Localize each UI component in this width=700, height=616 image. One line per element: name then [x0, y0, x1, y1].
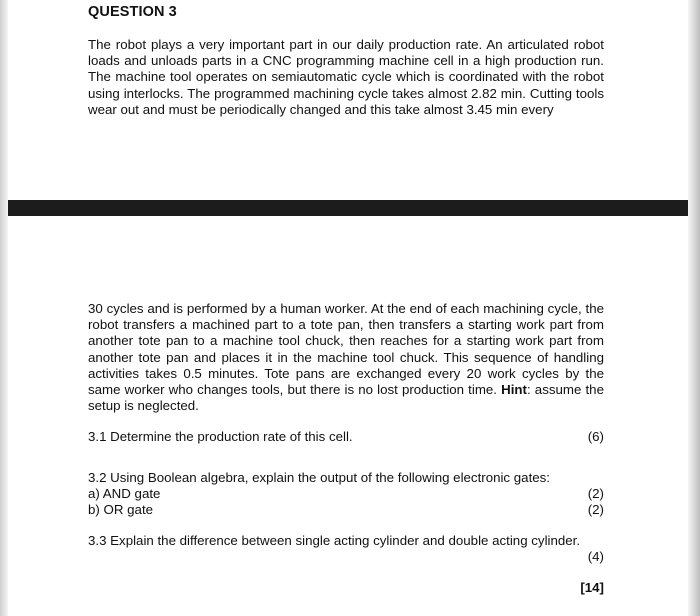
- page-divider: [0, 200, 700, 216]
- subquestion-3-1: 3.1 Determine the production rate of this cell.: [88, 429, 353, 444]
- subquestion-3-1-marks: (6): [587, 429, 604, 444]
- hint-text: : assume the setup is neglected.: [88, 382, 604, 414]
- subquestion-3-3-marks: (4): [587, 549, 604, 564]
- subquestion-3-2-b-marks: (2): [587, 502, 604, 517]
- page-top: [0, 0, 700, 200]
- question-intro-part1: The robot plays a very important part in our daily production rate. An articulated robot loads and unloads parts in a CNC programming machine cell in a high production run. The machine tool operates on semiautomatic cycle which is coordinated with the robot using interlocks. The programmed machining cycle takes almost 2.82 min. Cutting tools wear out and must be periodically changed and this take almost 3.45 min every: [88, 37, 604, 117]
- hint-label: Hint: [501, 382, 527, 398]
- intro-part2-text: 30 cycles and is performed by a human worker. At the end of each machining cycle, the robot transfers a machined part to a tote pan, then transfers a starting work part from another tote pan to a machine tool chuck, then reaches for a starting work part from another tote pan and places it in the machine tool chuck. This sequence of handling activities takes 0.5 minutes. Tote pans are exchanged every 20 work cycles by the same worker who changes tools, but there is no lost production time.: [88, 301, 604, 398]
- subquestion-3-2-b: b) OR gate: [88, 502, 154, 517]
- total-marks: [14]: [580, 580, 604, 595]
- subquestion-3-2-a-marks: (2): [587, 486, 604, 501]
- page-edge-left: [0, 0, 8, 616]
- subquestion-3-2: 3.2 Using Boolean algebra, explain the output of the following electronic gates:: [88, 470, 551, 485]
- question-intro-part2: [88, 301, 604, 414]
- question-heading: QUESTION 3: [88, 4, 177, 20]
- page-edge-right: [688, 0, 700, 616]
- subquestion-3-2-a: a) AND gate: [88, 486, 161, 501]
- subquestion-3-3: 3.3 Explain the difference between single acting cylinder and double acting cylinder.: [88, 533, 581, 548]
